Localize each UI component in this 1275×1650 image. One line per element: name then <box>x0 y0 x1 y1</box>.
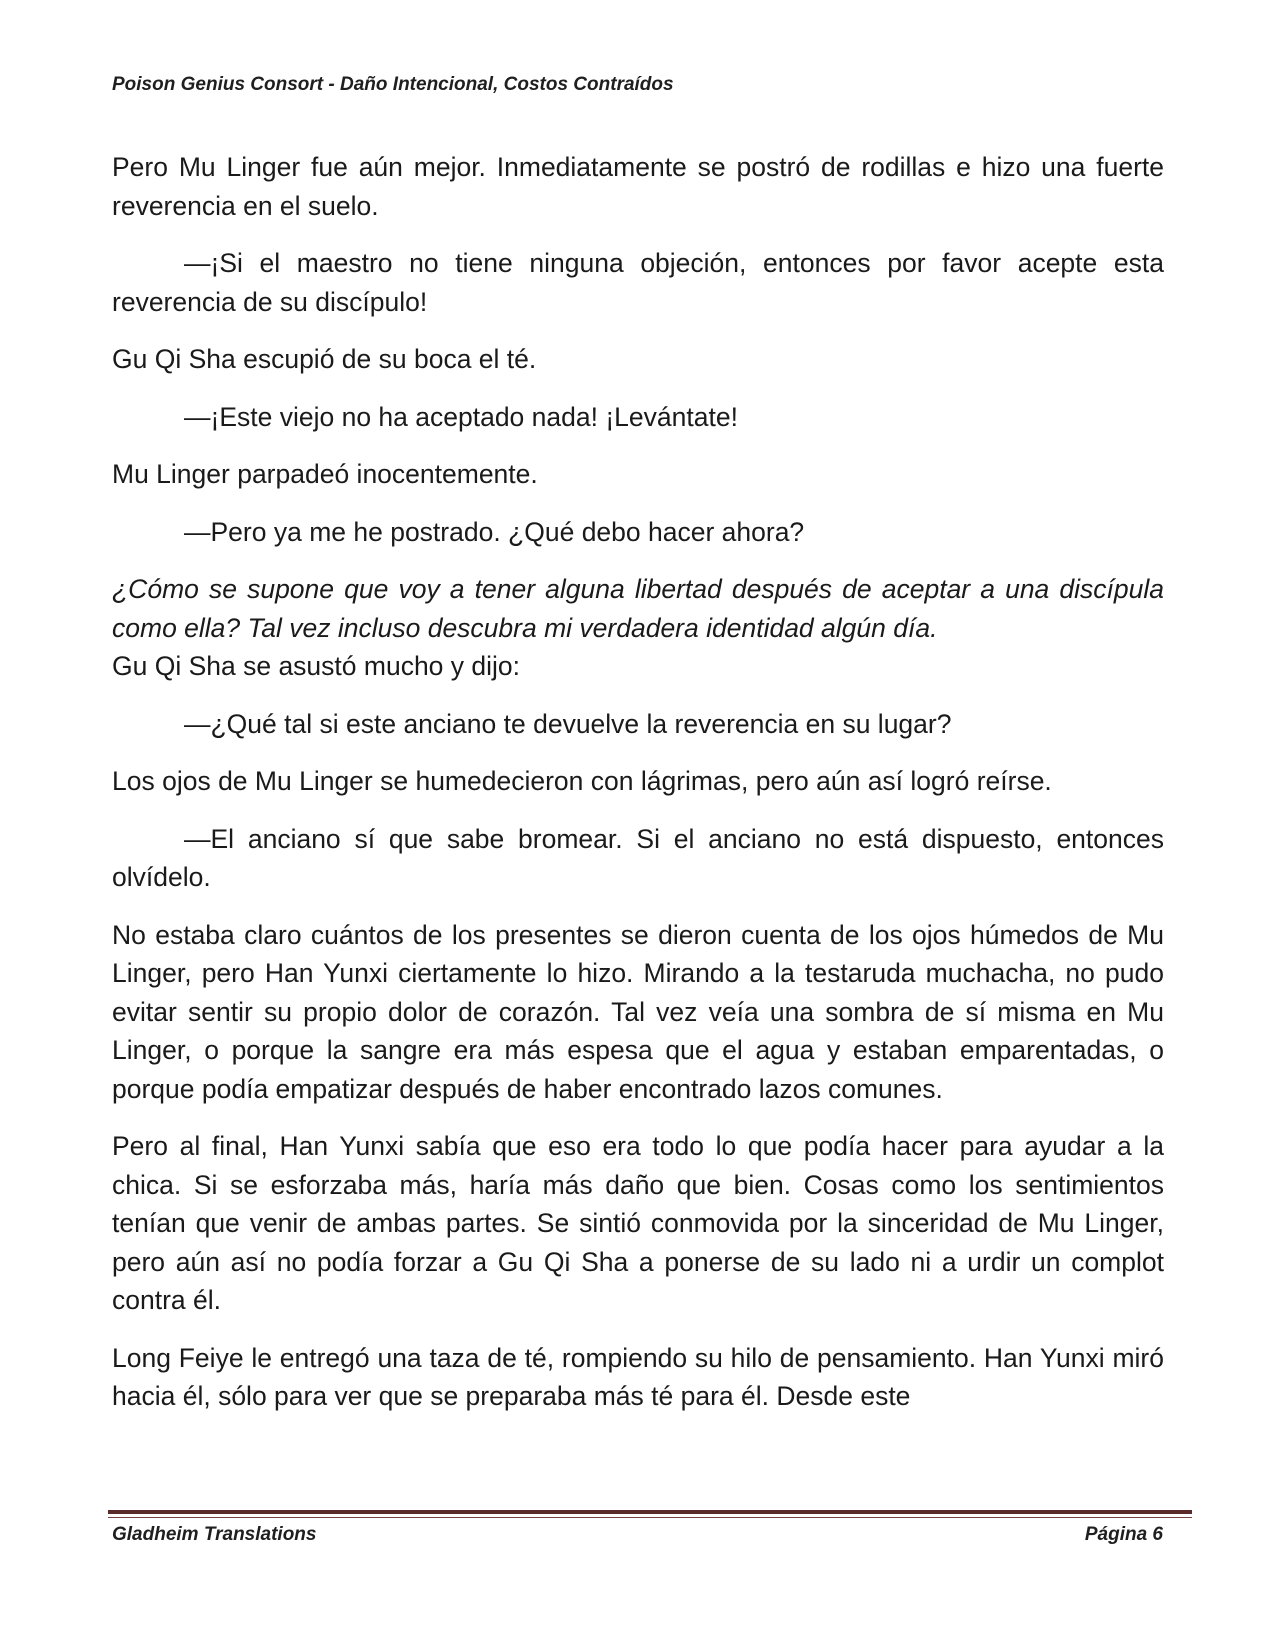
inner-thought-paragraph: ¿Cómo se supone que voy a tener alguna libertad después de aceptar a una discípula como ella? Tal vez incluso descubra mi verdadera identidad algún día. <box>112 574 1164 643</box>
running-header: Poison Genius Consort - Daño Intencional, Costos Contraídos <box>112 74 674 95</box>
paragraph: Los ojos de Mu Linger se humedecieron con lágrimas, pero aún así logró reírse. <box>112 766 1052 796</box>
dialogue-paragraph: —¡Este viejo no ha aceptado nada! ¡Levántate! <box>184 401 738 432</box>
dialogue-paragraph: —¡Si el maestro no tiene ninguna objeción, entonces por favor acepte esta reverencia de su discípulo! <box>112 248 1164 317</box>
paragraph: Gu Qi Sha escupió de su boca el té. <box>112 344 537 374</box>
paragraph: Long Feiye le entregó una taza de té, rompiendo su hilo de pensamiento. Han Yunxi miró hacia él, sólo para ver que se preparaba más té para él. Desde este <box>112 1342 1164 1411</box>
dialogue-paragraph: —¿Qué tal si este anciano te devuelve la reverencia en su lugar? <box>184 708 952 739</box>
paragraph: Pero Mu Linger fue aún mejor. Inmediatamente se postró de rodillas e hizo una fuerte reverencia en el suelo. <box>112 152 1164 221</box>
footer-publisher: Gladheim Translations <box>112 1524 317 1545</box>
page-number: Página 6 <box>1084 1524 1163 1545</box>
paragraph: No estaba claro cuántos de los presentes se dieron cuenta de los ojos húmedos de Mu Linger, pero Han Yunxi ciertamente lo hizo. Mirando a la testaruda muchacha, no pudo evitar sentir su propio dolor de corazón. Tal vez veía una sombra de sí misma en Mu Linger, o porque la sangre era más espesa que el agua y estaban emparentadas, o porque podía empatizar después de haber encontrado lazos comunes. <box>112 919 1164 1104</box>
paragraph: Mu Linger parpadeó inocentemente. <box>112 459 538 489</box>
dialogue-paragraph: —Pero ya me he postrado. ¿Qué debo hacer ahora? <box>184 516 805 547</box>
footer-divider-thin <box>108 1517 1192 1518</box>
footer-divider-thick <box>108 1510 1192 1514</box>
page-body <box>112 148 1164 1435</box>
paragraph: Gu Qi Sha se asustó mucho y dijo: <box>112 651 521 681</box>
dialogue-paragraph: —El anciano sí que sabe bromear. Si el anciano no está dispuesto, entonces olvídelo. <box>112 823 1164 892</box>
paragraph: Pero al final, Han Yunxi sabía que eso era todo lo que podía hacer para ayudar a la chica. Si se esforzaba más, haría más daño que bien. Cosas como los sentimientos tenían que venir de ambas partes. Se sintió conmovida por la sinceridad de Mu Linger, pero aún así no podía forzar a Gu Qi Sha a ponerse de su lado ni a urdir un complot contra él. <box>112 1131 1164 1315</box>
